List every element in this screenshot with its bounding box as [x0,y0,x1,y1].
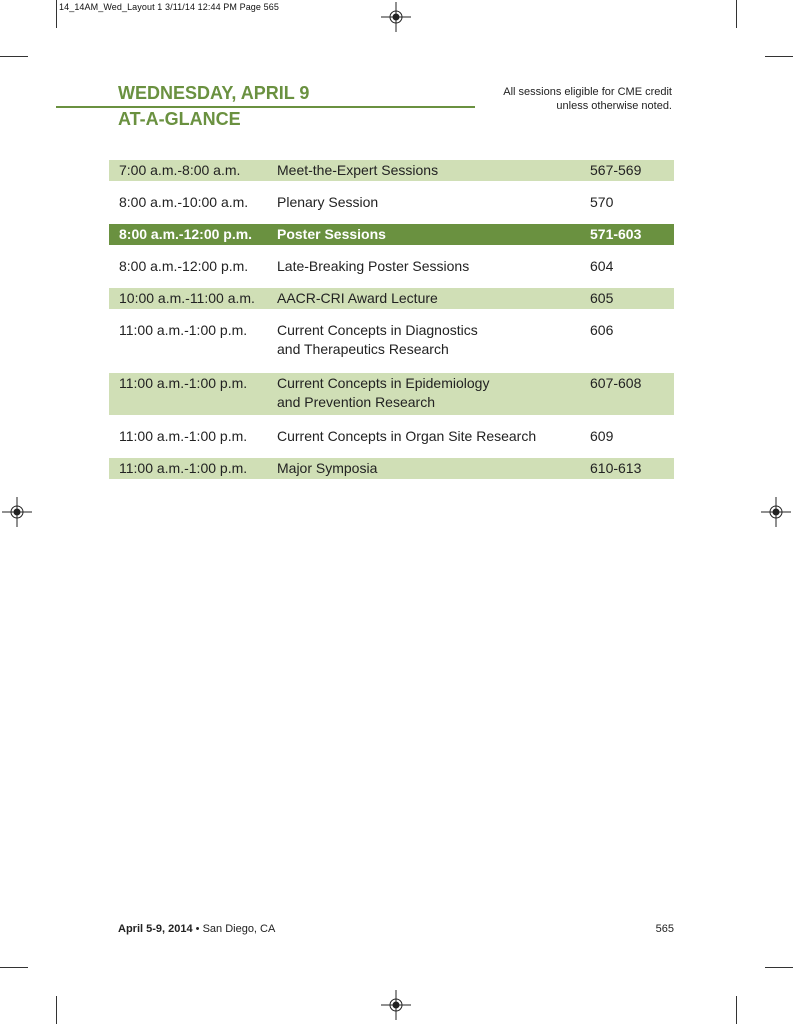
schedule-row [109,192,674,213]
file-slug: 14_14AM_Wed_Layout 1 3/11/14 12:44 PM Page 565 [59,2,279,12]
page-number: 565 [655,923,674,935]
schedule-row [109,288,674,309]
session-title [277,289,590,309]
schedule-row [109,160,674,181]
crop-mark [736,996,737,1024]
cme-note [412,85,672,113]
session-pages: 607-608 [590,375,642,391]
page-title: WEDNESDAY, APRIL 9 [118,83,310,103]
session-pages: 606 [590,322,614,338]
session-time: 10:00 a.m.-11:00 a.m. [119,290,255,306]
crop-mark [0,56,28,57]
crop-mark [0,967,28,968]
session-time: 11:00 a.m.-1:00 p.m. [119,375,248,391]
session-title [277,257,590,277]
cme-note-line: unless otherwise noted. [556,100,672,112]
session-pages: 571-603 [590,226,642,242]
session-pages: 570 [590,194,614,210]
schedule-row [109,224,674,245]
session-time: 11:00 a.m.-1:00 p.m. [119,322,248,338]
crop-mark [736,0,737,28]
session-time: 11:00 a.m.-1:00 p.m. [119,460,248,476]
session-title-line: Current Concepts in Diagnostics [277,322,478,338]
session-title-line: and Therapeutics Research [277,341,449,357]
session-time: 8:00 a.m.-10:00 a.m. [119,194,249,210]
session-time: 7:00 a.m.-8:00 a.m. [119,162,241,178]
session-title-line: Major Symposia [277,460,378,476]
session-pages: 609 [590,428,614,444]
session-title-line: Plenary Session [277,194,379,210]
session-title-line: AACR-CRI Award Lecture [277,290,438,306]
crop-mark [765,56,793,57]
schedule-row [109,373,674,415]
session-title [277,193,590,213]
schedule-table [109,160,674,479]
footer-dates: April 5-9, 2014 [118,923,193,935]
session-time: 8:00 a.m.-12:00 p.m. [119,258,249,274]
registration-mark-icon [761,497,791,527]
session-title-line: Current Concepts in Organ Site Research [277,428,537,444]
registration-mark-icon [2,497,32,527]
session-title [277,427,590,447]
page-subtitle: AT-A-GLANCE [118,109,241,129]
footer-bullet: • [192,923,203,935]
schedule-row [109,458,674,479]
crop-mark [56,996,57,1024]
session-pages: 605 [590,290,614,306]
session-title-line: and Prevention Research [277,394,435,410]
session-time: 8:00 a.m.-12:00 p.m. [119,226,253,242]
session-title-line: Meet-the-Expert Sessions [277,162,439,178]
session-pages: 610-613 [590,460,642,476]
session-pages: 604 [590,258,614,274]
session-title [277,374,590,415]
crop-mark [765,967,793,968]
session-title-line: Late-Breaking Poster Sessions [277,258,470,274]
registration-mark-icon [381,2,411,32]
cme-note-line: All sessions eligible for CME credit [503,86,672,98]
session-time: 11:00 a.m.-1:00 p.m. [119,428,248,444]
session-title [277,321,590,362]
session-title-line: Current Concepts in Epidemiology [277,375,490,391]
schedule-row [109,320,674,362]
session-pages: 567-569 [590,162,642,178]
schedule-row [109,426,674,447]
session-title [277,161,590,181]
schedule-row [109,256,674,277]
footer-location: San Diego, CA [202,923,276,935]
session-title-line: Poster Sessions [277,226,386,242]
registration-mark-icon [381,990,411,1020]
crop-mark [56,0,57,28]
session-title [277,459,590,479]
footer-meeting-info [118,923,275,935]
session-title [277,225,590,245]
